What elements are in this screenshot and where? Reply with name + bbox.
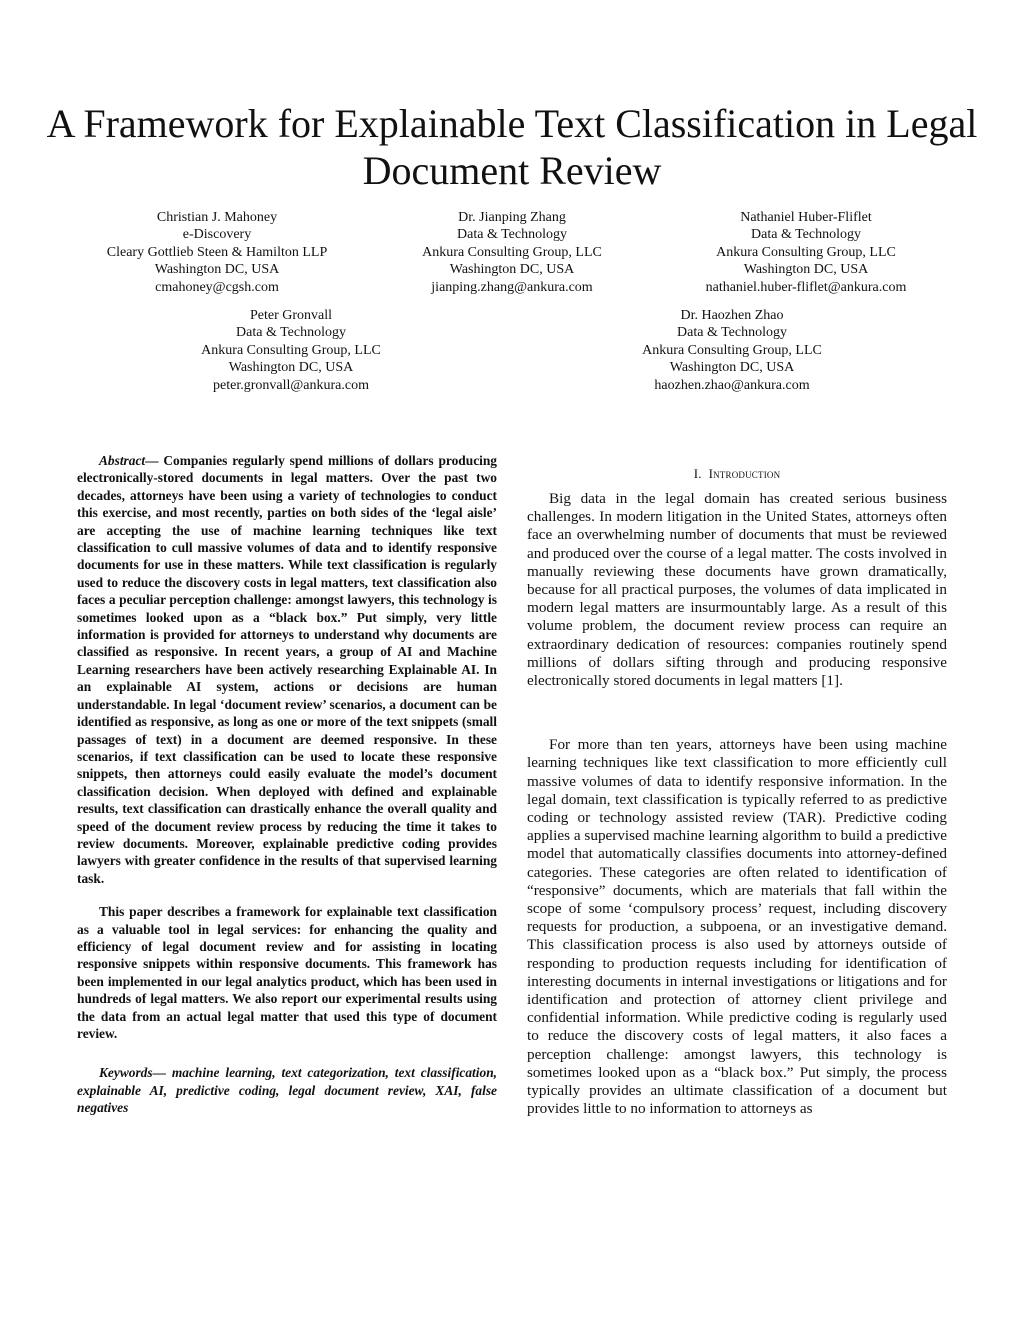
keywords <box>77 1064 497 1116</box>
author-org: Ankura Consulting Group, LLC <box>716 244 896 260</box>
author-email: nathaniel.huber-fliflet@ankura.com <box>705 279 907 295</box>
left-column <box>77 452 497 1117</box>
author-org: Ankura Consulting Group, LLC <box>201 342 381 358</box>
abstract-dash: — <box>145 453 159 468</box>
intro-paragraph-1: Big data in the legal domain has created serious business challenges. In modern litigation in the United States, attorneys often face an overwhelming number of documents that must be reviewed and produced over the course of a legal matter. The costs involved in manually reviewing these documents have grown dramatically, because for all practical purposes, the volumes of data implicated in modern legal matters are insurmountably large. As a result of this volume problem, the document review process can require an extraordinary dedication of resources: companies routinely spend millions of dollars sifting through and producing responsive electronically stored documents in legal matters [1]. <box>527 490 947 690</box>
author-name: Dr. Jianping Zhang <box>458 210 566 225</box>
author-name: Christian J. Mahoney <box>156 210 278 225</box>
author-name: Peter Gronvall <box>249 308 333 323</box>
author-email: cmahoney@cgsh.com <box>155 279 279 295</box>
author-block <box>67 209 367 296</box>
keywords-dash: — <box>152 1065 166 1081</box>
author-org: Cleary Gottlieb Steen & Hamilton LLP <box>106 244 328 260</box>
section-heading <box>527 466 947 482</box>
abstract-label: Abstract <box>99 453 146 468</box>
author-name: Dr. Haozhen Zhao <box>680 308 784 323</box>
author-email: peter.gronvall@ankura.com <box>213 377 369 393</box>
abstract-paragraph <box>77 452 497 887</box>
intro-paragraph-2: For more than ten years, attorneys have been using machine learning techniques like text classification to more efficiently cull massive volumes of data to identify responsive information. In the legal domain, text classification is typically referred to as predictive coding or technology assisted review (TAR). Predictive coding applies a supervised machine learning algorithm to build a predictive model that automatically classifies documents into attorney-defined categories. These categories are often related to identification of “responsive” documents, which are materials that fall within the scope of some ‘compulsory process’ request, including discovery requests for production, a subpoena, or an investigative demand. This classification process is also used by attorneys outside of responding to production requests including for identification of interesting documents in internal investigations or litigations and for identification and protection of attorney client privilege and confidential information. While predictive coding is regularly used to reduce the discovery costs of legal matters, it also faces a perception challenge: amongst lawyers, this technology is sometimes looked upon as a “black box.” Put simply, the process typically provides an ultimate classification of a document but provides little to no information to attorneys as <box>527 736 947 1118</box>
paper-title: A Framework for Explainable Text Classification in Legal Document Review <box>46 101 978 193</box>
abstract-paragraph-2: This paper describes a framework for explainable text classification as a valuable tool in legal services: for enhancing the quality and efficiency of legal document review and for assisting in locating responsive snippets within responsive documents. This framework has been implemented in our legal analytics product, which has been used in hundreds of legal matters. We also report our experimental results using the data from an actual legal matter that used this type of document review. <box>77 904 497 1041</box>
author-org: Ankura Consulting Group, LLC <box>422 244 602 260</box>
author-email: haozhen.zhao@ankura.com <box>654 377 810 393</box>
author-location: Washington DC, USA <box>743 262 869 278</box>
author-block <box>656 209 956 296</box>
author-org: Ankura Consulting Group, LLC <box>642 342 822 358</box>
author-dept: Data & Technology <box>236 325 346 341</box>
author-block <box>582 307 882 394</box>
right-column <box>527 452 947 1119</box>
author-block <box>141 307 441 394</box>
section-number: I. <box>693 466 702 481</box>
keywords-label: Keywords <box>99 1065 153 1081</box>
keywords-text: machine learning, text categorization, text classification, explainable AI, predictive coding, legal document review, XAI, false negatives <box>77 1065 497 1116</box>
author-location: Washington DC, USA <box>154 262 280 278</box>
author-dept: Data & Technology <box>677 325 787 341</box>
author-name: Nathaniel Huber-Fliflet <box>740 210 872 225</box>
author-dept: e-Discovery <box>182 227 252 243</box>
author-location: Washington DC, USA <box>228 360 354 376</box>
author-location: Washington DC, USA <box>669 360 795 376</box>
author-block <box>362 209 662 296</box>
author-location: Washington DC, USA <box>449 262 575 278</box>
abstract-text: Companies regularly spend millions of dollars producing electronically-stored documents in legal matters. Over the past two decades, attorneys have been using a variety of technologies to conduct this exercise, and most recently, parties on both sides of the ‘legal aisle’ are accepting the use of machine learning techniques like text classification to cull massive volumes of data and to identify responsive documents for use in these matters. While text classification is regularly used to reduce the discovery costs in legal matters, text classification also faces a peculiar perception challenge: amongst lawyers, this technology is sometimes looked upon as a “black box.” Put simply, very little information is provided for attorneys to understand why documents are classified as responsive. In recent years, a group of AI and Machine Learning researchers have been actively researching Explainable AI. In an explainable AI system, actions or decisions are human understandable. In legal ‘document review’ scenarios, a document can be identified as responsive, as long as one or more of the text snippets (small passages of text) in a document are deemed responsive. In these scenarios, if text classification can be used to locate these responsive snippets, then attorneys could easily evaluate the model’s document classification decision. When deployed with defined and explainable results, text classification can drastically enhance the overall quality and speed of the document review process by reducing the time it takes to review documents. Moreover, explainable predictive coding provides lawyers with greater confidence in the results of that supervised learning task. <box>77 453 497 886</box>
author-dept: Data & Technology <box>457 227 567 243</box>
section-title: Introduction <box>708 466 781 481</box>
author-email: jianping.zhang@ankura.com <box>431 279 593 295</box>
author-dept: Data & Technology <box>751 227 861 243</box>
